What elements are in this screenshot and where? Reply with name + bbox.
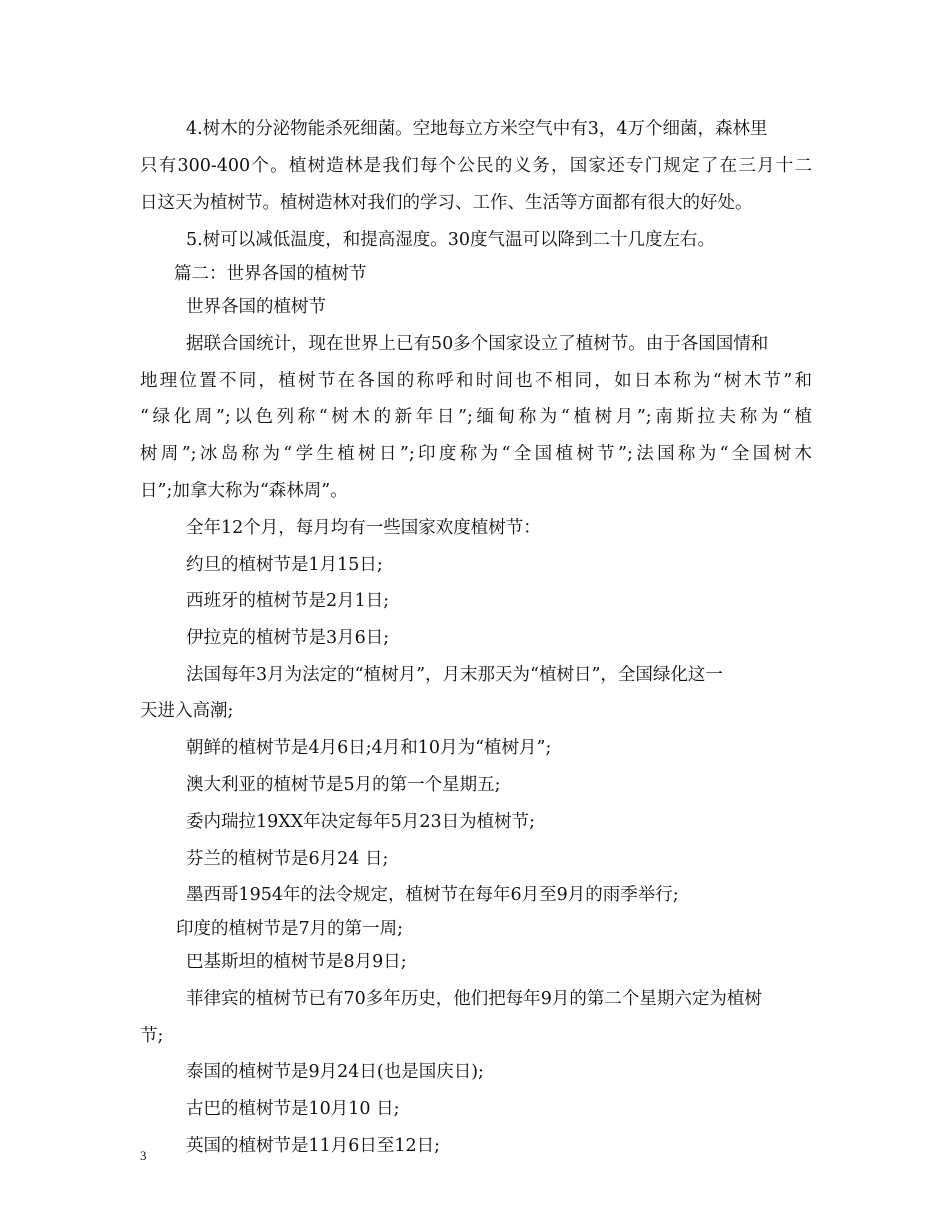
list-item: 朝鲜的植树节是4月6日;4月和10月为“植树月”; <box>186 738 552 758</box>
article-title: 世界各国的植树节 <box>186 297 326 317</box>
paragraph-line: 日”;加拿大称为“森林周”。 <box>140 481 348 501</box>
paragraph-line: 5.树可以减低温度，和提高湿度。30度气温可以降到二十几度左右。 <box>186 230 715 250</box>
list-item: 墨西哥1954年的法令规定，植树节在每年6月至9月的雨季举行; <box>186 885 679 905</box>
paragraph-line: 只有300-400个。植树造林是我们每个公民的义务，国家还专门规定了在三月十二 <box>140 156 812 176</box>
paragraph-line: 全年12个月，每月均有一些国家欢度植树节： <box>186 518 541 538</box>
list-item: 芬兰的植树节是6月24 日; <box>186 849 389 869</box>
section-heading: 篇二：世界各国的植树节 <box>174 264 367 284</box>
list-item-continued: 天进入高潮; <box>140 701 234 721</box>
paragraph-line: 地理位置不同，植树节在各国的称呼和时间也不相同，如日本称为“树木节”和 <box>140 371 812 391</box>
list-item: 印度的植树节是7月的第一周; <box>176 919 404 939</box>
list-item: 英国的植树节是11月6日至12日; <box>186 1136 441 1156</box>
list-item: 伊拉克的植树节是3月6日; <box>186 628 390 648</box>
paragraph-line: 日这天为植树节。植树造林对我们的学习、工作、生活等方面都有很大的好处。 <box>140 193 753 213</box>
list-item: 菲律宾的植树节已有70多年历史，他们把每年9月的第二个星期六定为植树 <box>186 989 762 1009</box>
list-item: 委内瑞拉19XX年决定每年5月23日为植树节; <box>186 812 535 832</box>
paragraph-line: “绿化周”;以色列称“树木的新年日”;缅甸称为“植树月”;南斯拉夫称为“植 <box>140 407 812 427</box>
list-item: 法国每年3月为法定的“植树月”，月末那天为“植树日”，全国绿化这一 <box>186 665 723 685</box>
page-number: 3 <box>140 1148 147 1163</box>
list-item: 巴基斯坦的植树节是8月9日; <box>186 952 407 972</box>
list-item: 西班牙的植树节是2月1日; <box>186 591 390 611</box>
list-item: 澳大利亚的植树节是5月的第一个星期五; <box>186 775 501 795</box>
list-item-continued: 节; <box>140 1026 164 1046</box>
paragraph-line: 4.树木的分泌物能杀死细菌。空地每立方米空气中有3，4万个细菌，森林里 <box>186 119 768 139</box>
list-item: 古巴的植树节是10月10 日; <box>186 1099 400 1119</box>
list-item: 约旦的植树节是1月15日; <box>186 555 383 575</box>
paragraph-line: 据联合国统计，现在世界上已有50多个国家设立了植树节。由于各国国情和 <box>186 334 769 354</box>
list-item: 泰国的植树节是9月24日(也是国庆日); <box>186 1062 484 1082</box>
paragraph-line: 树周”;冰岛称为“学生植树日”;印度称为“全国植树节”;法国称为“全国树木 <box>140 444 812 464</box>
